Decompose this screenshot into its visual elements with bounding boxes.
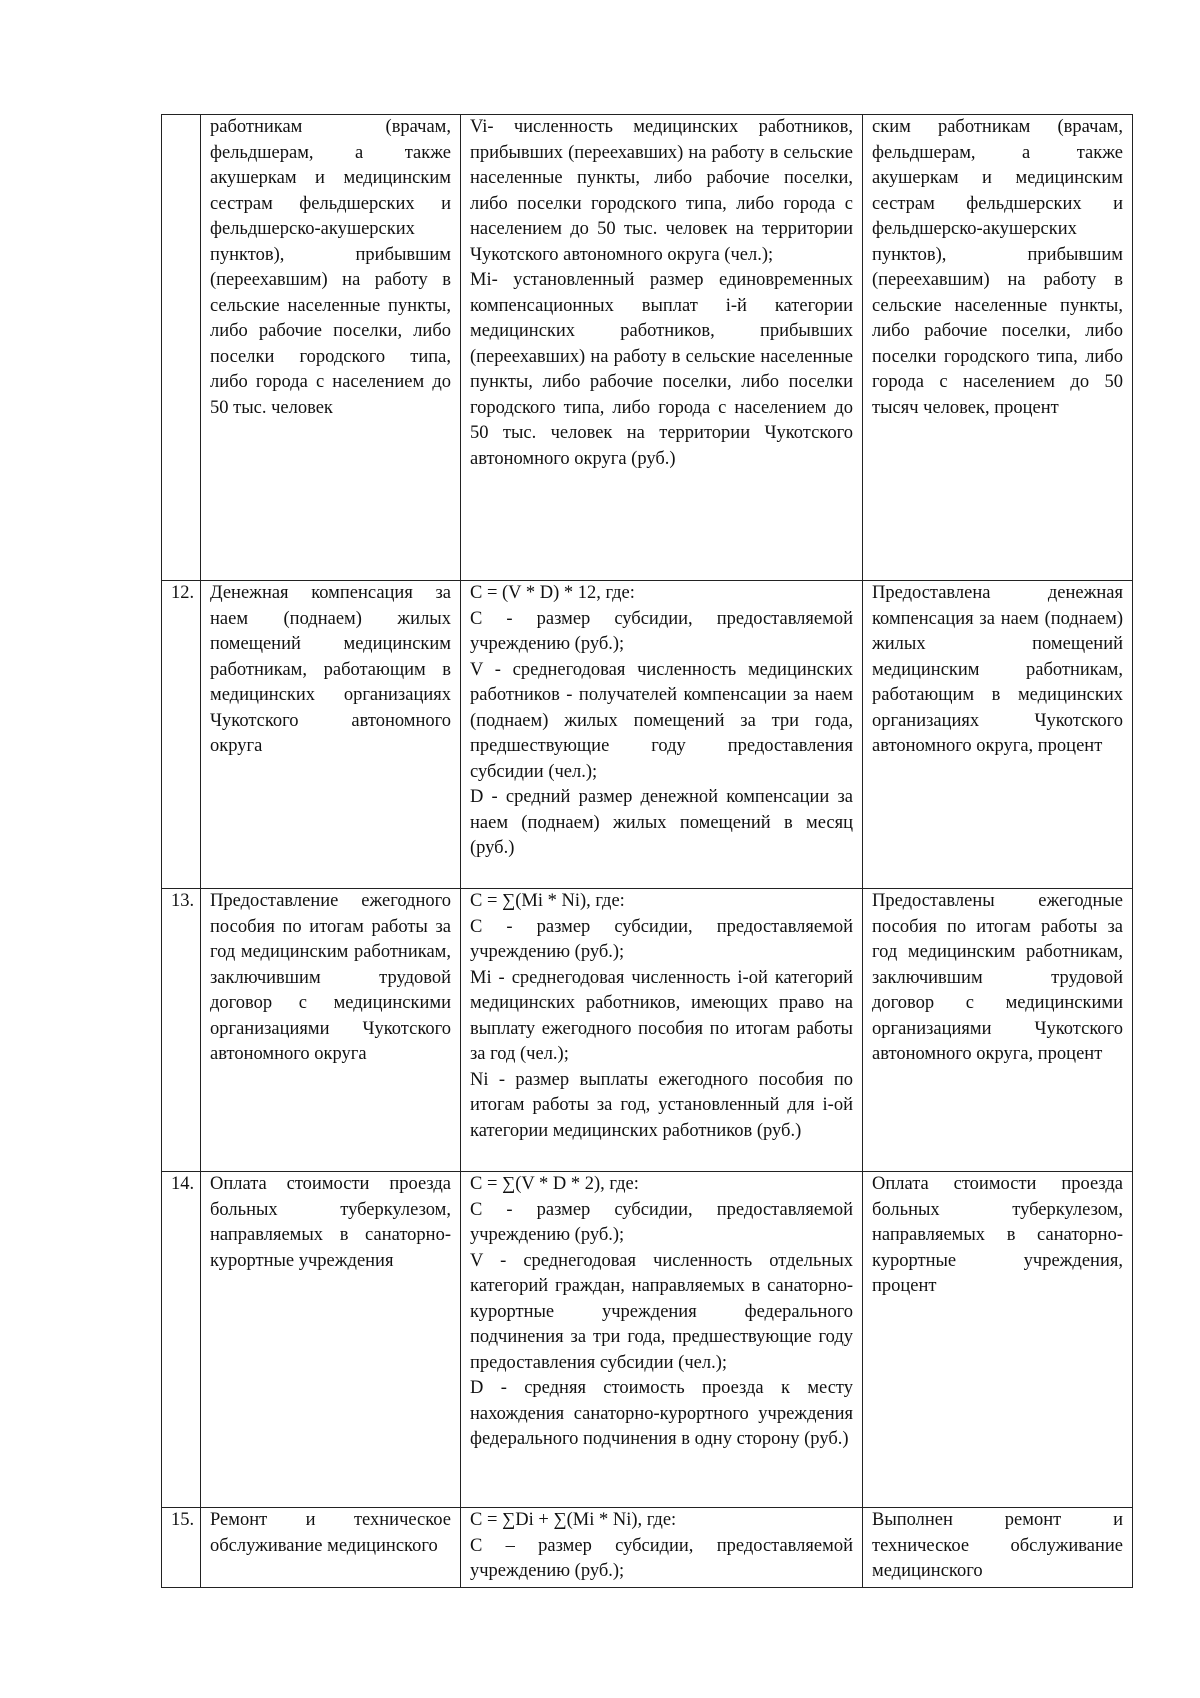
table-row xyxy=(162,889,1133,1172)
measure-name: Ремонт и техническое обслуживание медицинского xyxy=(201,1508,461,1588)
row-number: 14. xyxy=(162,1172,201,1508)
formula-line: Mi - среднегодовая численность i-ой категорий медицинских работников, имеющих право на выплату ежегодного пособия по итогам работы за год (чел.); xyxy=(470,967,853,1064)
formula-cell xyxy=(461,1508,863,1588)
result-indicator: Предоставлены ежегодные пособия по итогам работы за год медицинским работникам, заключившим трудовой договор с медицинскими организациями Чукотского автономного округа, процент xyxy=(863,889,1133,1172)
formula-cell xyxy=(461,115,863,581)
formula-cell xyxy=(461,1172,863,1508)
formula-line: Vi- численность медицинских работников, прибывших (переехавших) на работу в сельские населенные пункты, либо рабочие поселки, либо поселки городского типа, либо города с населением до 50 тыс. человек на территории Чукотского автономного округа (чел.); xyxy=(470,117,853,265)
formula-line: C – размер субсидии, предоставляемой учреждению (руб.); xyxy=(470,1535,853,1581)
formula-line: D - средний размер денежной компенсации за наем (поднаем) жилых помещений в месяц (руб.) xyxy=(470,787,853,858)
subsidy-table xyxy=(161,114,1133,1588)
formula-line: C - размер субсидии, предоставляемой учреждению (руб.); xyxy=(470,1199,853,1245)
result-indicator: Предоставлена денежная компенсация за наем (поднаем) жилых помещений медицинским работникам, работающим в медицинских организациях Чукотского автономного округа, процент xyxy=(863,581,1133,889)
measure-name: работникам (врачам, фельдшерам, а также акушеркам и медицинским сестрам фельдшерских и фельдшерско-акушерских пунктов), прибывшим (переехавшим) на работу в сельские населенные пункты, либо рабочие поселки, либо поселки городского типа, либо города с населением до 50 тыс. человек xyxy=(201,115,461,581)
result-indicator: Выполнен ремонт и техническое обслуживание медицинского xyxy=(863,1508,1133,1588)
formula-cell xyxy=(461,581,863,889)
formula-line: C = ∑(Mi * Ni), где: xyxy=(470,891,625,911)
row-number: 12. xyxy=(162,581,201,889)
table-row xyxy=(162,1508,1133,1588)
formula-line: C = ∑(V * D * 2), где: xyxy=(470,1174,639,1194)
result-indicator: Оплата стоимости проезда больных туберкулезом, направляемых в санаторно-курортные учреждения, процент xyxy=(863,1172,1133,1508)
row-number: 13. xyxy=(162,889,201,1172)
formula-line: V - среднегодовая численность медицинских работников - получателей компенсации за наем (поднаем) жилых помещений за три года, предшествующие году предоставления субсидии (чел.); xyxy=(470,659,853,782)
formula-line: Mi- установленный размер единовременных компенсационных выплат i-й категории медицинских работников, прибывших (переехавших) на работу в сельские населенные пункты, либо рабочие поселки, либо поселки городского типа, либо города с населением до 50 тыс. человек на территории Чукотского автономного округа (руб.) xyxy=(470,270,853,469)
table-row xyxy=(162,581,1133,889)
formula-line: D - средняя стоимость проезда к месту нахождения санаторно-курортного учреждения федерального подчинения в одну сторону (руб.) xyxy=(470,1378,853,1449)
table-row xyxy=(162,1172,1133,1508)
formula-line: C - размер субсидии, предоставляемой учреждению (руб.); xyxy=(470,916,853,962)
formula-line: C = (V * D) * 12, где: xyxy=(470,583,635,603)
formula-line: C - размер субсидии, предоставляемой учреждению (руб.); xyxy=(470,608,853,654)
formula-line: Ni - размер выплаты ежегодного пособия по итогам работы за год, установленный для i-ой категории медицинских работников (руб.) xyxy=(470,1069,853,1141)
formula-line: V - среднегодовая численность отдельных категорий граждан, направляемых в санаторно-курортные учреждения федерального подчинения за три года, предшествующие году предоставления субсидии (чел.); xyxy=(470,1250,853,1373)
formula-line: C = ∑Di + ∑(Mi * Ni), где: xyxy=(470,1510,677,1530)
formula-cell xyxy=(461,889,863,1172)
table-row xyxy=(162,115,1133,581)
measure-name: Денежная компенсация за наем (поднаем) жилых помещений медицинским работникам, работающим в медицинских организациях Чукотского автономного округа xyxy=(201,581,461,889)
result-indicator: ским работникам (врачам, фельдшерам, а также акушеркам и медицинским сестрам фельдшерских и фельдшерско-акушерских пунктов), прибывшим (переехавшим) на работу в сельские населенные пункты, либо рабочие поселки, либо поселки городского типа, либо города с населением до 50 тысяч человек, процент xyxy=(863,115,1133,581)
row-number: 15. xyxy=(162,1508,201,1588)
row-number xyxy=(162,115,201,581)
measure-name: Оплата стоимости проезда больных туберкулезом, направляемых в санаторно-курортные учреждения xyxy=(201,1172,461,1508)
measure-name: Предоставление ежегодного пособия по итогам работы за год медицинским работникам, заключившим трудовой договор с медицинскими организациями Чукотского автономного округа xyxy=(201,889,461,1172)
